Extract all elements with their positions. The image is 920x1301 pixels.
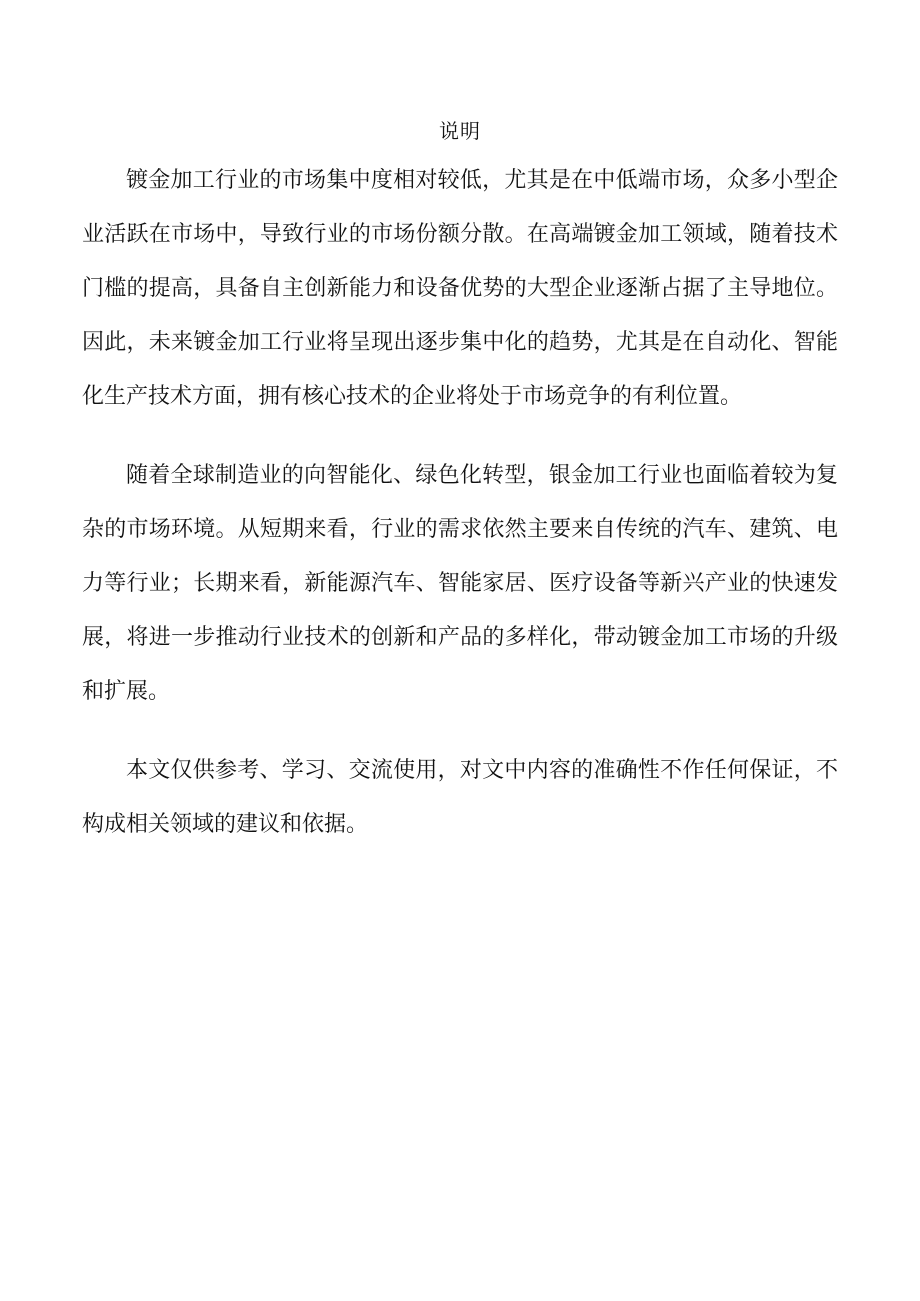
document-body [82,154,838,877]
document-title: 说明 [439,119,481,143]
paragraph-market-environment: 随着全球制造业的向智能化、绿色化转型，银金加工行业也面临着较为复杂的市场环境。从短期来看，行业的需求依然主要来自传统的汽车、建筑、电力等行业；长期来看，新能源汽车、智能家居、医疗设备等新兴产业的快速发展，将进一步推动行业技术的创新和产品的多样化，带动镀金加工市场的升级和扩展。 [82,463,838,704]
paragraph-market-concentration: 镀金加工行业的市场集中度相对较低，尤其是在中低端市场，众多小型企业活跃在市场中，导致行业的市场份额分散。在高端镀金加工领域，随着技术门槛的提高，具备自主创新能力和设备优势的大型企业逐渐占据了主导地位。因此，未来镀金加工行业将呈现出逐步集中化的趋势，尤其是在自动化、智能化生产技术方面，拥有核心技术的企业将处于市场竞争的有利位置。 [82,168,838,409]
paragraph-disclaimer: 本文仅供参考、学习、交流使用，对文中内容的准确性不作任何保证，不构成相关领域的建议和依据。 [82,758,838,837]
